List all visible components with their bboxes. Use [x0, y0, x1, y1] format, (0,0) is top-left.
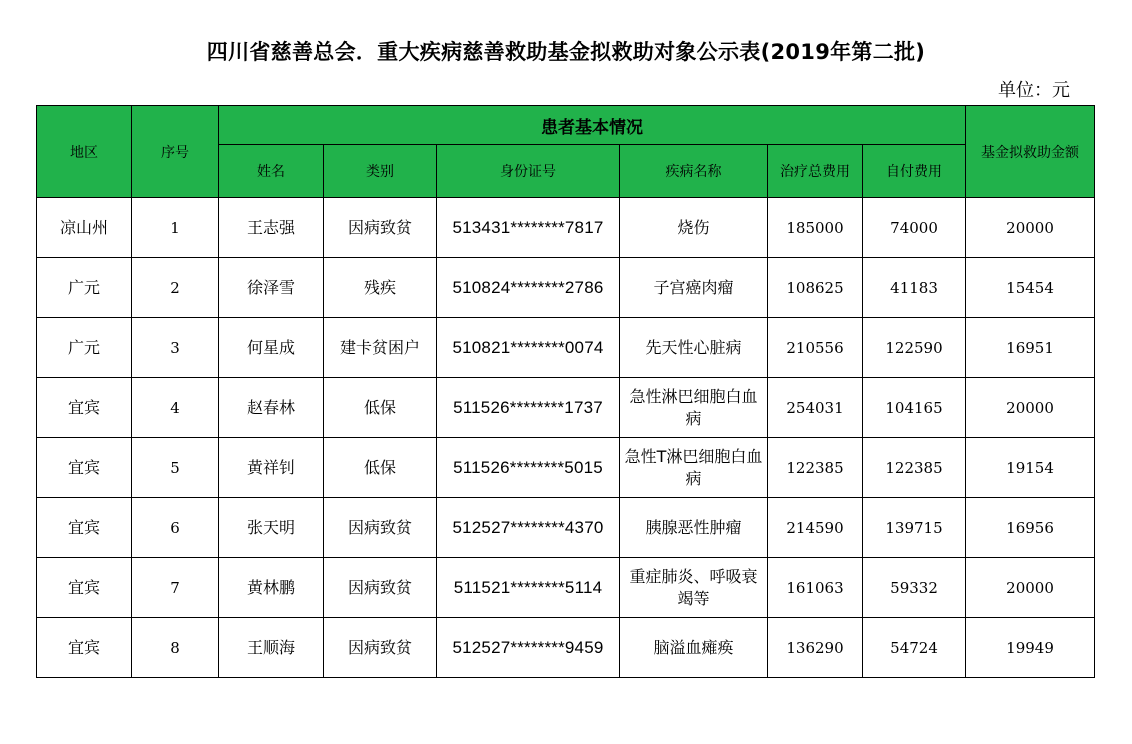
cell-region: 广元: [37, 318, 132, 378]
cell-self-paid: 122590: [863, 318, 966, 378]
cell-self-paid: 122385: [863, 438, 966, 498]
cell-seq: 2: [132, 258, 219, 318]
cell-name: 赵春林: [219, 378, 324, 438]
table-body: [37, 198, 1095, 678]
header-seq: 序号: [132, 106, 219, 198]
cell-region: 宜宾: [37, 498, 132, 558]
cell-seq: 6: [132, 498, 219, 558]
header-region: 地区: [37, 106, 132, 198]
cell-total-cost: 136290: [768, 618, 863, 678]
header-aid-amount: 基金拟救助金额: [966, 106, 1095, 198]
cell-category: 低保: [324, 378, 437, 438]
cell-disease: 急性淋巴细胞白血病: [620, 378, 768, 438]
table-row: [37, 378, 1095, 438]
cell-total-cost: 185000: [768, 198, 863, 258]
cell-aid-amount: 16956: [966, 498, 1095, 558]
cell-region: 宜宾: [37, 378, 132, 438]
cell-category: 建卡贫困户: [324, 318, 437, 378]
header-disease: 疾病名称: [620, 145, 768, 198]
cell-category: 因病致贫: [324, 498, 437, 558]
cell-disease: 子宫癌肉瘤: [620, 258, 768, 318]
cell-category: 残疾: [324, 258, 437, 318]
cell-id-number: 512527********4370: [437, 498, 620, 558]
cell-id-number: 513431********7817: [437, 198, 620, 258]
cell-total-cost: 122385: [768, 438, 863, 498]
cell-name: 黄祥钊: [219, 438, 324, 498]
cell-region: 凉山州: [37, 198, 132, 258]
cell-total-cost: 108625: [768, 258, 863, 318]
unit-label: 单位：元: [998, 80, 1070, 101]
cell-name: 徐泽雪: [219, 258, 324, 318]
page-title: 四川省慈善总会．重大疾病慈善救助基金拟救助对象公示表(2019年第二批): [206, 40, 926, 64]
cell-seq: 3: [132, 318, 219, 378]
table-row: [37, 438, 1095, 498]
cell-total-cost: 254031: [768, 378, 863, 438]
header-id-number: 身份证号: [437, 145, 620, 198]
cell-region: 宜宾: [37, 438, 132, 498]
cell-category: 因病致贫: [324, 618, 437, 678]
cell-seq: 8: [132, 618, 219, 678]
header-total-cost: 治疗总费用: [768, 145, 863, 198]
cell-disease: 急性T淋巴细胞白血病: [620, 438, 768, 498]
cell-region: 宜宾: [37, 558, 132, 618]
cell-id-number: 510821********0074: [437, 318, 620, 378]
header-patient-info: 患者基本情况: [219, 106, 966, 145]
cell-self-paid: 139715: [863, 498, 966, 558]
table-header: [37, 106, 1095, 198]
cell-aid-amount: 19154: [966, 438, 1095, 498]
cell-name: 黄林鹏: [219, 558, 324, 618]
cell-self-paid: 104165: [863, 378, 966, 438]
table-row: [37, 558, 1095, 618]
cell-id-number: 511526********5015: [437, 438, 620, 498]
cell-total-cost: 210556: [768, 318, 863, 378]
cell-aid-amount: 20000: [966, 378, 1095, 438]
cell-self-paid: 74000: [863, 198, 966, 258]
cell-category: 低保: [324, 438, 437, 498]
table-row: [37, 198, 1095, 258]
cell-aid-amount: 15454: [966, 258, 1095, 318]
cell-aid-amount: 20000: [966, 558, 1095, 618]
cell-name: 王顺海: [219, 618, 324, 678]
cell-self-paid: 41183: [863, 258, 966, 318]
cell-disease: 重症肺炎、呼吸衰竭等: [620, 558, 768, 618]
cell-aid-amount: 19949: [966, 618, 1095, 678]
cell-category: 因病致贫: [324, 198, 437, 258]
table-row: [37, 618, 1095, 678]
cell-name: 张天明: [219, 498, 324, 558]
cell-total-cost: 214590: [768, 498, 863, 558]
cell-region: 宜宾: [37, 618, 132, 678]
cell-category: 因病致贫: [324, 558, 437, 618]
cell-name: 王志强: [219, 198, 324, 258]
cell-disease: 烧伤: [620, 198, 768, 258]
cell-seq: 5: [132, 438, 219, 498]
cell-disease: 胰腺恶性肿瘤: [620, 498, 768, 558]
cell-region: 广元: [37, 258, 132, 318]
beneficiary-table: [36, 105, 1095, 678]
cell-name: 何星成: [219, 318, 324, 378]
cell-self-paid: 54724: [863, 618, 966, 678]
cell-disease: 脑溢血瘫痪: [620, 618, 768, 678]
header-self-paid: 自付费用: [863, 145, 966, 198]
cell-id-number: 511521********5114: [437, 558, 620, 618]
table-row: [37, 318, 1095, 378]
table-row: [37, 498, 1095, 558]
cell-seq: 7: [132, 558, 219, 618]
cell-id-number: 512527********9459: [437, 618, 620, 678]
cell-id-number: 510824********2786: [437, 258, 620, 318]
header-category: 类别: [324, 145, 437, 198]
cell-seq: 1: [132, 198, 219, 258]
cell-id-number: 511526********1737: [437, 378, 620, 438]
cell-disease: 先天性心脏病: [620, 318, 768, 378]
cell-self-paid: 59332: [863, 558, 966, 618]
cell-total-cost: 161063: [768, 558, 863, 618]
table-row: [37, 258, 1095, 318]
header-name: 姓名: [219, 145, 324, 198]
cell-aid-amount: 16951: [966, 318, 1095, 378]
cell-seq: 4: [132, 378, 219, 438]
cell-aid-amount: 20000: [966, 198, 1095, 258]
